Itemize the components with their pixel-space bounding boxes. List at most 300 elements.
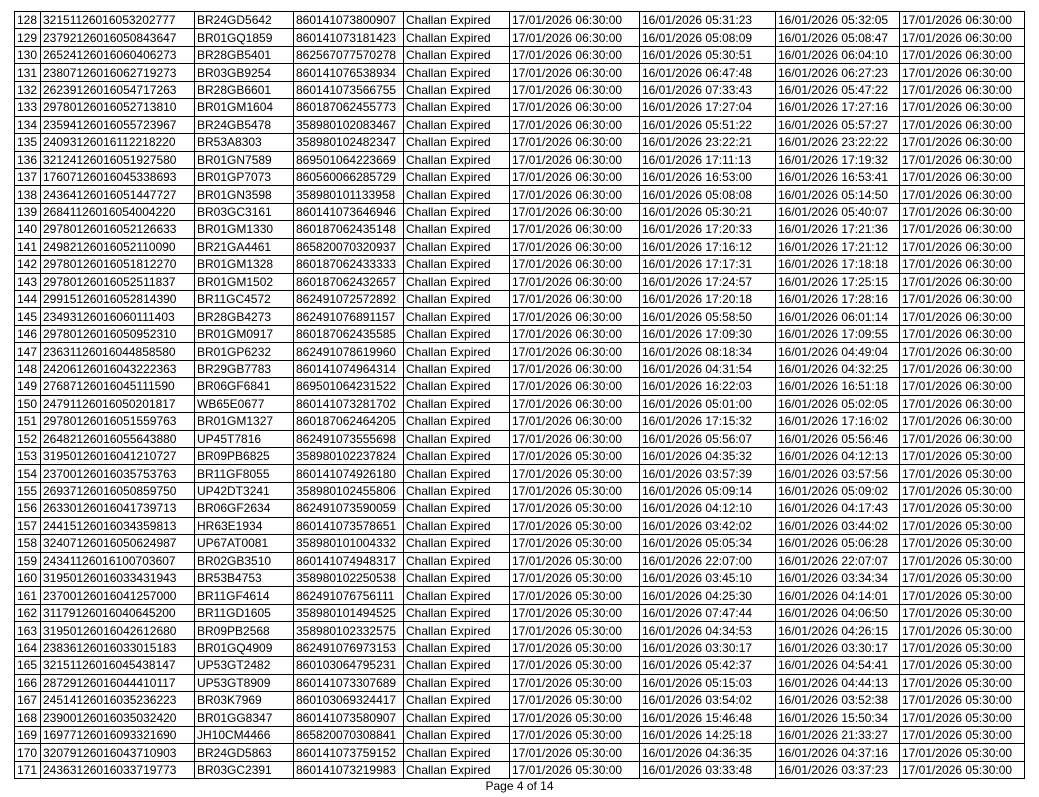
start-time-cell: 16/01/2026 03:33:48 xyxy=(640,761,776,778)
expiry-date-cell: 17/01/2026 05:30:00 xyxy=(510,482,640,499)
start-time-cell: 16/01/2026 04:12:10 xyxy=(640,500,776,517)
expiry-date-cell: 17/01/2026 06:30:00 xyxy=(510,221,640,238)
status-cell: Challan Expired xyxy=(404,482,510,499)
device-imei-cell: 860141073219983 xyxy=(294,761,404,778)
device-imei-cell: 869501064231522 xyxy=(294,378,404,395)
vehicle-number-cell: WB65E0677 xyxy=(195,395,294,412)
device-imei-cell: 860141073759152 xyxy=(294,744,404,761)
table-row xyxy=(15,535,1025,552)
start-time-cell: 16/01/2026 05:05:34 xyxy=(640,535,776,552)
start-time-cell: 16/01/2026 05:30:21 xyxy=(640,203,776,220)
start-time-cell: 16/01/2026 14:25:18 xyxy=(640,726,776,743)
serial-no-cell: 150 xyxy=(15,395,41,412)
valid-until-cell: 17/01/2026 06:30:00 xyxy=(900,291,1025,308)
device-imei-cell: 860560066285729 xyxy=(294,168,404,185)
table-row xyxy=(15,46,1025,63)
table-row xyxy=(15,168,1025,185)
end-time-cell: 16/01/2026 04:32:25 xyxy=(776,360,900,377)
challan-number-cell: 32079126016043710903 xyxy=(41,744,195,761)
expiry-date-cell: 17/01/2026 05:30:00 xyxy=(510,570,640,587)
valid-until-cell: 17/01/2026 06:30:00 xyxy=(900,395,1025,412)
vehicle-number-cell: HR63E1934 xyxy=(195,517,294,534)
status-cell: Challan Expired xyxy=(404,622,510,639)
vehicle-number-cell: BR24GB5478 xyxy=(195,116,294,133)
vehicle-number-cell: BR01GM1604 xyxy=(195,99,294,116)
table-row xyxy=(15,134,1025,151)
vehicle-number-cell: BR01GN7589 xyxy=(195,151,294,168)
end-time-cell: 16/01/2026 04:26:15 xyxy=(776,622,900,639)
table-row xyxy=(15,238,1025,255)
serial-no-cell: 171 xyxy=(15,761,41,778)
end-time-cell: 16/01/2026 16:51:18 xyxy=(776,378,900,395)
end-time-cell: 16/01/2026 04:17:43 xyxy=(776,500,900,517)
valid-until-cell: 17/01/2026 06:30:00 xyxy=(900,64,1025,81)
start-time-cell: 16/01/2026 17:11:13 xyxy=(640,151,776,168)
table-row xyxy=(15,639,1025,656)
status-cell: Challan Expired xyxy=(404,413,510,430)
expiry-date-cell: 17/01/2026 06:30:00 xyxy=(510,378,640,395)
start-time-cell: 16/01/2026 04:34:53 xyxy=(640,622,776,639)
table-row xyxy=(15,465,1025,482)
table-row xyxy=(15,430,1025,447)
end-time-cell: 16/01/2026 15:50:34 xyxy=(776,709,900,726)
serial-no-cell: 130 xyxy=(15,46,41,63)
status-cell: Challan Expired xyxy=(404,709,510,726)
device-imei-cell: 860141073566755 xyxy=(294,81,404,98)
table-row xyxy=(15,674,1025,691)
vehicle-number-cell: BR06GF6841 xyxy=(195,378,294,395)
serial-no-cell: 163 xyxy=(15,622,41,639)
device-imei-cell: 860187062435148 xyxy=(294,221,404,238)
challan-number-cell: 32407126016050624987 xyxy=(41,535,195,552)
expiry-date-cell: 17/01/2026 05:30:00 xyxy=(510,587,640,604)
expiry-date-cell: 17/01/2026 06:30:00 xyxy=(510,151,640,168)
table-row xyxy=(15,709,1025,726)
challan-number-cell: 31950126016042612680 xyxy=(41,622,195,639)
challan-number-cell: 23493126016060111403 xyxy=(41,308,195,325)
vehicle-number-cell: BR01GQ1859 xyxy=(195,29,294,46)
serial-no-cell: 140 xyxy=(15,221,41,238)
challan-number-cell: 24364126016051447727 xyxy=(41,186,195,203)
end-time-cell: 16/01/2026 06:01:14 xyxy=(776,308,900,325)
valid-until-cell: 17/01/2026 05:30:00 xyxy=(900,500,1025,517)
start-time-cell: 16/01/2026 04:35:32 xyxy=(640,447,776,464)
vehicle-number-cell: BR09PB2568 xyxy=(195,622,294,639)
start-time-cell: 16/01/2026 03:45:10 xyxy=(640,570,776,587)
valid-until-cell: 17/01/2026 06:30:00 xyxy=(900,273,1025,290)
start-time-cell: 16/01/2026 08:18:34 xyxy=(640,343,776,360)
expiry-date-cell: 17/01/2026 06:30:00 xyxy=(510,343,640,360)
end-time-cell: 16/01/2026 04:37:16 xyxy=(776,744,900,761)
vehicle-number-cell: BR03GC2391 xyxy=(195,761,294,778)
start-time-cell: 16/01/2026 04:36:35 xyxy=(640,744,776,761)
status-cell: Challan Expired xyxy=(404,116,510,133)
expiry-date-cell: 17/01/2026 06:30:00 xyxy=(510,256,640,273)
device-imei-cell: 358980101133958 xyxy=(294,186,404,203)
status-cell: Challan Expired xyxy=(404,692,510,709)
device-imei-cell: 860141074964314 xyxy=(294,360,404,377)
start-time-cell: 16/01/2026 22:07:00 xyxy=(640,552,776,569)
valid-until-cell: 17/01/2026 06:30:00 xyxy=(900,12,1025,29)
vehicle-number-cell: BR01GP6232 xyxy=(195,343,294,360)
vehicle-number-cell: BR01GG8347 xyxy=(195,709,294,726)
start-time-cell: 16/01/2026 05:42:37 xyxy=(640,657,776,674)
vehicle-number-cell: JH10CM4466 xyxy=(195,726,294,743)
end-time-cell: 16/01/2026 17:19:32 xyxy=(776,151,900,168)
status-cell: Challan Expired xyxy=(404,99,510,116)
start-time-cell: 16/01/2026 17:20:18 xyxy=(640,291,776,308)
valid-until-cell: 17/01/2026 05:30:00 xyxy=(900,657,1025,674)
vehicle-number-cell: UP53GT8909 xyxy=(195,674,294,691)
expiry-date-cell: 17/01/2026 06:30:00 xyxy=(510,186,640,203)
expiry-date-cell: 17/01/2026 05:30:00 xyxy=(510,709,640,726)
vehicle-number-cell: BR01GM0917 xyxy=(195,325,294,342)
device-imei-cell: 860187062435585 xyxy=(294,325,404,342)
vehicle-number-cell: BR29GB7783 xyxy=(195,360,294,377)
expiry-date-cell: 17/01/2026 05:30:00 xyxy=(510,726,640,743)
end-time-cell: 16/01/2026 06:27:23 xyxy=(776,64,900,81)
expiry-date-cell: 17/01/2026 05:30:00 xyxy=(510,552,640,569)
device-imei-cell: 860141073580907 xyxy=(294,709,404,726)
challan-table xyxy=(14,11,1025,779)
start-time-cell: 16/01/2026 23:22:21 xyxy=(640,134,776,151)
table-row xyxy=(15,482,1025,499)
table-row xyxy=(15,151,1025,168)
valid-until-cell: 17/01/2026 05:30:00 xyxy=(900,587,1025,604)
table-row xyxy=(15,81,1025,98)
expiry-date-cell: 17/01/2026 06:30:00 xyxy=(510,64,640,81)
status-cell: Challan Expired xyxy=(404,657,510,674)
serial-no-cell: 128 xyxy=(15,12,41,29)
challan-number-cell: 23792126016050843647 xyxy=(41,29,195,46)
table-row xyxy=(15,116,1025,133)
expiry-date-cell: 17/01/2026 06:30:00 xyxy=(510,168,640,185)
expiry-date-cell: 17/01/2026 06:30:00 xyxy=(510,325,640,342)
challan-number-cell: 29780126016052511837 xyxy=(41,273,195,290)
valid-until-cell: 17/01/2026 06:30:00 xyxy=(900,343,1025,360)
device-imei-cell: 869501064223669 xyxy=(294,151,404,168)
device-imei-cell: 860141073281702 xyxy=(294,395,404,412)
status-cell: Challan Expired xyxy=(404,430,510,447)
valid-until-cell: 17/01/2026 06:30:00 xyxy=(900,413,1025,430)
table-row xyxy=(15,256,1025,273)
vehicle-number-cell: UP45T7816 xyxy=(195,430,294,447)
challan-number-cell: 26841126016054004220 xyxy=(41,203,195,220)
valid-until-cell: 17/01/2026 06:30:00 xyxy=(900,325,1025,342)
expiry-date-cell: 17/01/2026 05:30:00 xyxy=(510,517,640,534)
expiry-date-cell: 17/01/2026 06:30:00 xyxy=(510,203,640,220)
table-row xyxy=(15,378,1025,395)
end-time-cell: 16/01/2026 03:44:02 xyxy=(776,517,900,534)
device-imei-cell: 862491076891157 xyxy=(294,308,404,325)
valid-until-cell: 17/01/2026 05:30:00 xyxy=(900,639,1025,656)
end-time-cell: 16/01/2026 04:12:13 xyxy=(776,447,900,464)
challan-number-cell: 26524126016060406273 xyxy=(41,46,195,63)
challan-number-cell: 24341126016100703607 xyxy=(41,552,195,569)
end-time-cell: 16/01/2026 23:22:22 xyxy=(776,134,900,151)
challan-number-cell: 24415126016034359813 xyxy=(41,517,195,534)
serial-no-cell: 166 xyxy=(15,674,41,691)
expiry-date-cell: 17/01/2026 06:30:00 xyxy=(510,395,640,412)
valid-until-cell: 17/01/2026 06:30:00 xyxy=(900,168,1025,185)
table-row xyxy=(15,692,1025,709)
status-cell: Challan Expired xyxy=(404,517,510,534)
serial-no-cell: 133 xyxy=(15,99,41,116)
status-cell: Challan Expired xyxy=(404,378,510,395)
table-row xyxy=(15,203,1025,220)
vehicle-number-cell: BR06GF2634 xyxy=(195,500,294,517)
expiry-date-cell: 17/01/2026 05:30:00 xyxy=(510,622,640,639)
vehicle-number-cell: BR11GF8055 xyxy=(195,465,294,482)
start-time-cell: 16/01/2026 03:54:02 xyxy=(640,692,776,709)
device-imei-cell: 358980102332575 xyxy=(294,622,404,639)
start-time-cell: 16/01/2026 07:47:44 xyxy=(640,604,776,621)
serial-no-cell: 156 xyxy=(15,500,41,517)
expiry-date-cell: 17/01/2026 05:30:00 xyxy=(510,674,640,691)
valid-until-cell: 17/01/2026 06:30:00 xyxy=(900,430,1025,447)
vehicle-number-cell: BR01GQ4909 xyxy=(195,639,294,656)
expiry-date-cell: 17/01/2026 05:30:00 xyxy=(510,692,640,709)
table-row xyxy=(15,360,1025,377)
serial-no-cell: 147 xyxy=(15,343,41,360)
valid-until-cell: 17/01/2026 05:30:00 xyxy=(900,535,1025,552)
challan-number-cell: 26482126016055643880 xyxy=(41,430,195,447)
status-cell: Challan Expired xyxy=(404,535,510,552)
end-time-cell: 16/01/2026 04:54:41 xyxy=(776,657,900,674)
start-time-cell: 16/01/2026 17:20:33 xyxy=(640,221,776,238)
valid-until-cell: 17/01/2026 06:30:00 xyxy=(900,99,1025,116)
device-imei-cell: 865820070308841 xyxy=(294,726,404,743)
vehicle-number-cell: UP67AT0081 xyxy=(195,535,294,552)
start-time-cell: 16/01/2026 04:31:54 xyxy=(640,360,776,377)
table-row xyxy=(15,552,1025,569)
valid-until-cell: 17/01/2026 06:30:00 xyxy=(900,186,1025,203)
serial-no-cell: 149 xyxy=(15,378,41,395)
status-cell: Challan Expired xyxy=(404,291,510,308)
expiry-date-cell: 17/01/2026 06:30:00 xyxy=(510,116,640,133)
vehicle-number-cell: BR11GD1605 xyxy=(195,604,294,621)
start-time-cell: 16/01/2026 05:08:09 xyxy=(640,29,776,46)
table-row xyxy=(15,604,1025,621)
end-time-cell: 16/01/2026 03:34:34 xyxy=(776,570,900,587)
vehicle-number-cell: BR53A8303 xyxy=(195,134,294,151)
end-time-cell: 16/01/2026 22:07:07 xyxy=(776,552,900,569)
end-time-cell: 16/01/2026 04:14:01 xyxy=(776,587,900,604)
challan-number-cell: 31950126016033431943 xyxy=(41,570,195,587)
start-time-cell: 16/01/2026 05:51:22 xyxy=(640,116,776,133)
vehicle-number-cell: BR11GF4614 xyxy=(195,587,294,604)
challan-number-cell: 23700126016035753763 xyxy=(41,465,195,482)
expiry-date-cell: 17/01/2026 06:30:00 xyxy=(510,81,640,98)
serial-no-cell: 151 xyxy=(15,413,41,430)
valid-until-cell: 17/01/2026 05:30:00 xyxy=(900,744,1025,761)
end-time-cell: 16/01/2026 05:47:22 xyxy=(776,81,900,98)
expiry-date-cell: 17/01/2026 06:30:00 xyxy=(510,413,640,430)
device-imei-cell: 860103069324417 xyxy=(294,692,404,709)
serial-no-cell: 161 xyxy=(15,587,41,604)
vehicle-number-cell: BR28GB5401 xyxy=(195,46,294,63)
challan-number-cell: 16977126016093321690 xyxy=(41,726,195,743)
start-time-cell: 16/01/2026 03:57:39 xyxy=(640,465,776,482)
start-time-cell: 16/01/2026 05:31:23 xyxy=(640,12,776,29)
vehicle-number-cell: UP53GT2482 xyxy=(195,657,294,674)
valid-until-cell: 17/01/2026 05:30:00 xyxy=(900,622,1025,639)
vehicle-number-cell: BR28GB6601 xyxy=(195,81,294,98)
valid-until-cell: 17/01/2026 06:30:00 xyxy=(900,134,1025,151)
expiry-date-cell: 17/01/2026 06:30:00 xyxy=(510,46,640,63)
status-cell: Challan Expired xyxy=(404,238,510,255)
end-time-cell: 16/01/2026 03:57:56 xyxy=(776,465,900,482)
challan-number-cell: 29915126016052814390 xyxy=(41,291,195,308)
challan-number-cell: 31950126016041210727 xyxy=(41,447,195,464)
challan-number-cell: 28729126016044410117 xyxy=(41,674,195,691)
serial-no-cell: 153 xyxy=(15,447,41,464)
expiry-date-cell: 17/01/2026 06:30:00 xyxy=(510,273,640,290)
device-imei-cell: 358980102455806 xyxy=(294,482,404,499)
valid-until-cell: 17/01/2026 06:30:00 xyxy=(900,360,1025,377)
expiry-date-cell: 17/01/2026 05:30:00 xyxy=(510,500,640,517)
serial-no-cell: 160 xyxy=(15,570,41,587)
vehicle-number-cell: BR24GD5863 xyxy=(195,744,294,761)
status-cell: Challan Expired xyxy=(404,134,510,151)
end-time-cell: 16/01/2026 05:09:02 xyxy=(776,482,900,499)
page-number: Page 4 of 14 xyxy=(485,779,554,793)
serial-no-cell: 142 xyxy=(15,256,41,273)
challan-number-cell: 32151126016053202777 xyxy=(41,12,195,29)
table-row xyxy=(15,221,1025,238)
serial-no-cell: 148 xyxy=(15,360,41,377)
status-cell: Challan Expired xyxy=(404,360,510,377)
challan-number-cell: 29780126016052713810 xyxy=(41,99,195,116)
start-time-cell: 16/01/2026 03:30:17 xyxy=(640,639,776,656)
challan-number-cell: 23900126016035032420 xyxy=(41,709,195,726)
status-cell: Challan Expired xyxy=(404,726,510,743)
serial-no-cell: 134 xyxy=(15,116,41,133)
start-time-cell: 16/01/2026 16:22:03 xyxy=(640,378,776,395)
serial-no-cell: 165 xyxy=(15,657,41,674)
expiry-date-cell: 17/01/2026 05:30:00 xyxy=(510,465,640,482)
challan-number-cell: 27687126016045111590 xyxy=(41,378,195,395)
device-imei-cell: 860141074926180 xyxy=(294,465,404,482)
expiry-date-cell: 17/01/2026 05:30:00 xyxy=(510,447,640,464)
end-time-cell: 16/01/2026 16:53:41 xyxy=(776,168,900,185)
status-cell: Challan Expired xyxy=(404,744,510,761)
start-time-cell: 16/01/2026 16:53:00 xyxy=(640,168,776,185)
table-row xyxy=(15,622,1025,639)
start-time-cell: 16/01/2026 17:27:04 xyxy=(640,99,776,116)
serial-no-cell: 162 xyxy=(15,604,41,621)
device-imei-cell: 860103064795231 xyxy=(294,657,404,674)
valid-until-cell: 17/01/2026 06:30:00 xyxy=(900,203,1025,220)
device-imei-cell: 862491072572892 xyxy=(294,291,404,308)
valid-until-cell: 17/01/2026 06:30:00 xyxy=(900,238,1025,255)
valid-until-cell: 17/01/2026 06:30:00 xyxy=(900,378,1025,395)
expiry-date-cell: 17/01/2026 06:30:00 xyxy=(510,29,640,46)
challan-number-cell: 17607126016045338693 xyxy=(41,168,195,185)
end-time-cell: 16/01/2026 04:44:13 xyxy=(776,674,900,691)
challan-number-cell: 24206126016043222363 xyxy=(41,360,195,377)
valid-until-cell: 17/01/2026 05:30:00 xyxy=(900,709,1025,726)
valid-until-cell: 17/01/2026 06:30:00 xyxy=(900,151,1025,168)
status-cell: Challan Expired xyxy=(404,273,510,290)
vehicle-number-cell: BR09PB6825 xyxy=(195,447,294,464)
expiry-date-cell: 17/01/2026 06:30:00 xyxy=(510,99,640,116)
challan-number-cell: 26239126016054717263 xyxy=(41,81,195,98)
vehicle-number-cell: BR01GN3598 xyxy=(195,186,294,203)
table-row xyxy=(15,447,1025,464)
device-imei-cell: 865820070320937 xyxy=(294,238,404,255)
status-cell: Challan Expired xyxy=(404,29,510,46)
start-time-cell: 16/01/2026 15:46:48 xyxy=(640,709,776,726)
device-imei-cell: 358980101494525 xyxy=(294,604,404,621)
vehicle-number-cell: BR53B4753 xyxy=(195,570,294,587)
end-time-cell: 16/01/2026 04:49:04 xyxy=(776,343,900,360)
challan-number-cell: 23807126016062719273 xyxy=(41,64,195,81)
device-imei-cell: 358980101004332 xyxy=(294,535,404,552)
serial-no-cell: 164 xyxy=(15,639,41,656)
table-row xyxy=(15,325,1025,342)
table-row xyxy=(15,413,1025,430)
status-cell: Challan Expired xyxy=(404,203,510,220)
end-time-cell: 16/01/2026 05:56:46 xyxy=(776,430,900,447)
vehicle-number-cell: BR21GA4461 xyxy=(195,238,294,255)
expiry-date-cell: 17/01/2026 05:30:00 xyxy=(510,639,640,656)
start-time-cell: 16/01/2026 03:42:02 xyxy=(640,517,776,534)
status-cell: Challan Expired xyxy=(404,395,510,412)
challan-number-cell: 26937126016050859750 xyxy=(41,482,195,499)
status-cell: Challan Expired xyxy=(404,64,510,81)
table-row xyxy=(15,343,1025,360)
valid-until-cell: 17/01/2026 06:30:00 xyxy=(900,256,1025,273)
vehicle-number-cell: BR03GB9254 xyxy=(195,64,294,81)
status-cell: Challan Expired xyxy=(404,500,510,517)
serial-no-cell: 155 xyxy=(15,482,41,499)
serial-no-cell: 167 xyxy=(15,692,41,709)
device-imei-cell: 860187062464205 xyxy=(294,413,404,430)
table-row xyxy=(15,308,1025,325)
valid-until-cell: 17/01/2026 05:30:00 xyxy=(900,674,1025,691)
serial-no-cell: 129 xyxy=(15,29,41,46)
start-time-cell: 16/01/2026 17:09:30 xyxy=(640,325,776,342)
table-row xyxy=(15,64,1025,81)
device-imei-cell: 862491073555698 xyxy=(294,430,404,447)
vehicle-number-cell: BR11GC4572 xyxy=(195,291,294,308)
challan-number-cell: 29780126016052126633 xyxy=(41,221,195,238)
expiry-date-cell: 17/01/2026 06:30:00 xyxy=(510,430,640,447)
start-time-cell: 16/01/2026 05:01:00 xyxy=(640,395,776,412)
expiry-date-cell: 17/01/2026 06:30:00 xyxy=(510,134,640,151)
expiry-date-cell: 17/01/2026 06:30:00 xyxy=(510,308,640,325)
status-cell: Challan Expired xyxy=(404,186,510,203)
status-cell: Challan Expired xyxy=(404,151,510,168)
serial-no-cell: 136 xyxy=(15,151,41,168)
device-imei-cell: 358980102083467 xyxy=(294,116,404,133)
challan-number-cell: 24982126016052110090 xyxy=(41,238,195,255)
serial-no-cell: 158 xyxy=(15,535,41,552)
device-imei-cell: 860141076538934 xyxy=(294,64,404,81)
serial-no-cell: 132 xyxy=(15,81,41,98)
serial-no-cell: 170 xyxy=(15,744,41,761)
challan-number-cell: 29780126016050952310 xyxy=(41,325,195,342)
device-imei-cell: 862567077570278 xyxy=(294,46,404,63)
device-imei-cell: 860141074948317 xyxy=(294,552,404,569)
table-row xyxy=(15,29,1025,46)
vehicle-number-cell: BR28GB4273 xyxy=(195,308,294,325)
vehicle-number-cell: BR24GD5642 xyxy=(195,12,294,29)
end-time-cell: 16/01/2026 05:08:47 xyxy=(776,29,900,46)
start-time-cell: 16/01/2026 05:56:07 xyxy=(640,430,776,447)
valid-until-cell: 17/01/2026 05:30:00 xyxy=(900,447,1025,464)
